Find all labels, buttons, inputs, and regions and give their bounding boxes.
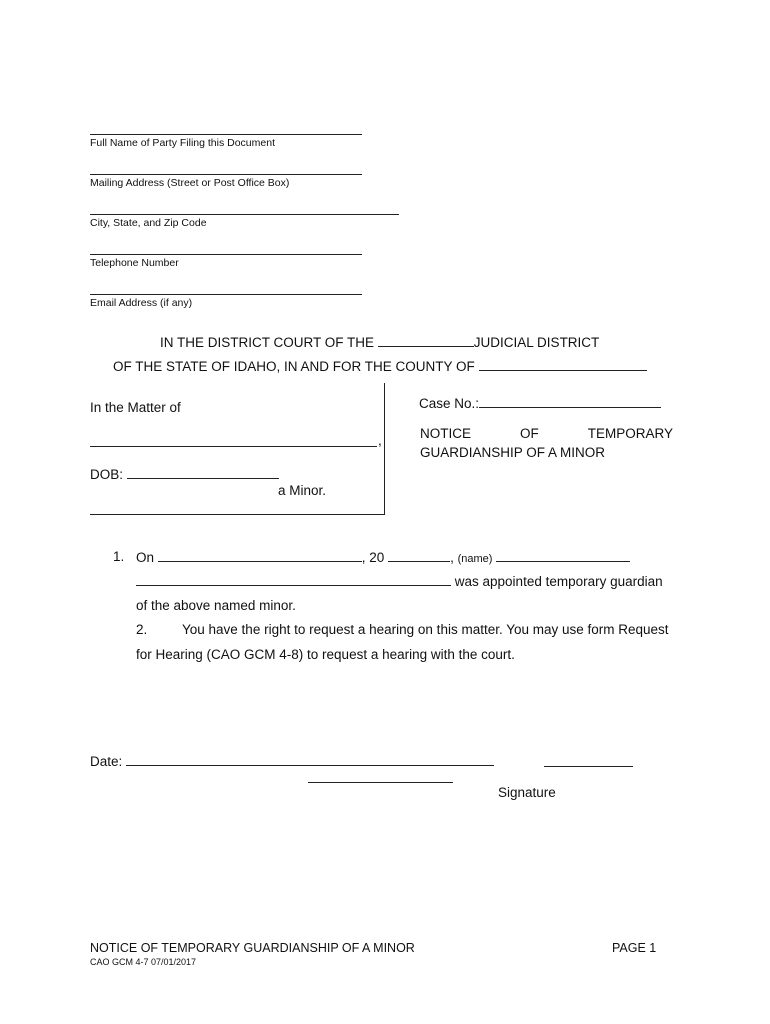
court-heading-start: IN THE DISTRICT COURT OF THE	[160, 335, 375, 350]
mailing-address-line[interactable]	[90, 174, 362, 175]
footer-form-code: CAO GCM 4-7 07/01/2017	[90, 957, 197, 967]
item1-name-label: (name)	[457, 553, 493, 565]
judicial-district-blank[interactable]	[378, 334, 474, 347]
date-label: Date:	[90, 754, 123, 769]
appointment-date-blank[interactable]	[158, 549, 362, 562]
telephone-line[interactable]	[90, 254, 362, 255]
dob-row	[90, 466, 279, 482]
county-blank[interactable]	[479, 358, 647, 371]
case-number-row	[419, 395, 661, 411]
title-word-temporary: TEMPORARY	[587, 426, 673, 441]
document-title-line2: GUARDIANSHIP OF A MINOR	[420, 445, 606, 460]
city-state-zip-label: City, State, and Zip Code	[90, 217, 207, 229]
caption-bottom-line	[90, 514, 385, 515]
item2-line2: for Hearing (CAO GCM 4-8) to request a hearing with the court.	[136, 647, 515, 662]
minor-name-comma: ,	[378, 433, 382, 448]
guardian-name-blank[interactable]	[496, 549, 630, 562]
item1-line1: On , 20 , (name)	[136, 549, 630, 565]
signature-date-line[interactable]	[544, 766, 633, 767]
a-minor-label: a Minor.	[278, 483, 327, 498]
in-the-matter-of: In the Matter of	[90, 400, 181, 415]
dob-blank[interactable]	[127, 466, 279, 479]
item2-text: You have the right to request a hearing on this matter. You may use form Request	[182, 622, 669, 637]
court-heading-line1	[160, 334, 599, 350]
footer-title: NOTICE OF TEMPORARY GUARDIANSHIP OF A MINOR	[90, 941, 415, 955]
email-label: Email Address (if any)	[90, 297, 193, 309]
full-name-line[interactable]	[90, 134, 362, 135]
date-blank[interactable]	[126, 753, 494, 766]
appointment-year-blank[interactable]	[388, 549, 450, 562]
signature-label: Signature	[498, 785, 556, 800]
title-word-of: OF	[520, 426, 539, 441]
item1-line2	[136, 573, 663, 589]
title-word-notice: NOTICE	[420, 426, 472, 441]
minor-name-line[interactable]	[90, 446, 377, 447]
signature-line[interactable]	[308, 782, 453, 783]
item2-number: 2.	[136, 622, 148, 637]
court-heading-end: JUDICIAL DISTRICT	[473, 335, 600, 350]
full-name-label: Full Name of Party Filing this Document	[90, 137, 275, 149]
footer-page: PAGE 1	[612, 941, 657, 955]
item1-on: On	[136, 550, 155, 565]
court-heading-line2	[113, 358, 647, 374]
caption-divider	[384, 383, 385, 515]
case-no-label: Case No.:	[419, 396, 480, 411]
item1-appointed: was appointed temporary guardian	[454, 574, 663, 589]
mailing-address-label: Mailing Address (Street or Post Office Box)	[90, 177, 290, 189]
date-row	[90, 753, 494, 769]
item1-number: 1.	[113, 549, 125, 564]
dob-label: DOB:	[90, 467, 124, 482]
document-title-line1	[420, 426, 673, 441]
email-line[interactable]	[90, 294, 362, 295]
case-no-blank[interactable]	[479, 395, 661, 408]
city-state-zip-line[interactable]	[90, 214, 399, 215]
county-label: OF THE STATE OF IDAHO, IN AND FOR THE COUNTY OF	[113, 359, 475, 374]
telephone-label: Telephone Number	[90, 257, 179, 269]
item1-line3: of the above named minor.	[136, 598, 296, 613]
guardian-name-blank-2[interactable]	[136, 573, 451, 586]
item1-twenty: , 20	[361, 550, 385, 565]
